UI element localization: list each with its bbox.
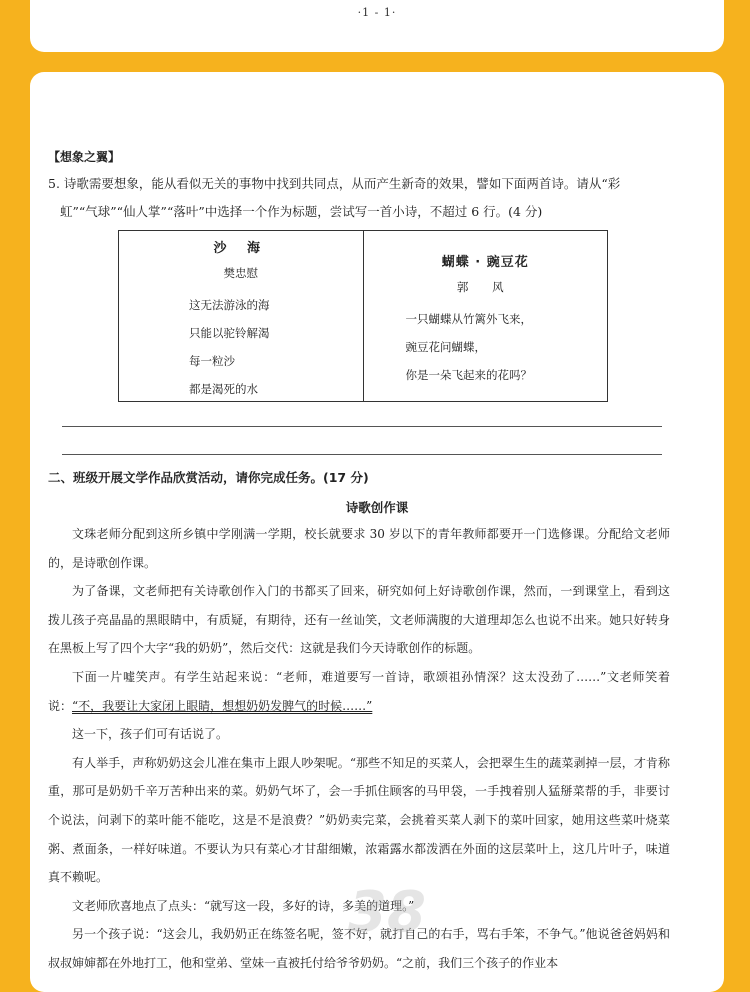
poem-right-title: 蝴蝶 · 豌豆花 <box>441 255 529 270</box>
question-5-line-1: 5. 诗歌需要想象，能从看似无关的事物中找到共同点，从而产生新奇的效果，譬如下面两首诗。请从“彩 <box>48 176 621 191</box>
answer-line[interactable] <box>62 426 662 427</box>
article-paragraph: 有人举手，声称奶奶这会儿准在集市上跟人吵架呢。“那些不知足的买菜人，会把翠生生的蔬菜剥掉一层，才肯称重，那可是奶奶千辛万苦种出来的菜。奶奶气坏了，会一手抓住顾客的马甲袋，一手拽着别人猛掰菜帮的手，非要讨个说法，问剥下的菜叶能不能吃，这是不是浪费？”奶奶卖完菜，会挑着买菜人剥下的菜叶回家，她用这些菜叶烧菜粥、煮面条，一样好味道。不要认为只有菜心才甘甜细嫩，浓霜露水都泼洒在外面的这层菜叶上，这几片叶子，味道真不赖呢。 <box>48 755 670 885</box>
answer-line[interactable] <box>62 454 662 455</box>
article-text: 下面一片嘘笑声。有学生站起来说：“老师，难道要写一首诗，歌颂祖孙情深？这太没劲了……”文老师笑着说： <box>48 669 670 713</box>
top-card <box>30 0 724 52</box>
poem-right <box>364 231 608 401</box>
poem-left-title: 沙 海 <box>213 241 269 256</box>
article-paragraph <box>48 663 670 720</box>
article-paragraph: 这一下，孩子们可有话说了。 <box>72 727 229 742</box>
underlined-quote: “不，我要让大家闭上眼睛，想想奶奶发脾气的时候……” <box>72 698 373 713</box>
poem-line: 这无法游泳的海 <box>189 298 270 312</box>
article-title: 诗歌创作课 <box>345 500 409 515</box>
poem-line: 只能以驼铃解渴 <box>189 326 270 340</box>
article-paragraph: 文老师欣喜地点了点头：“就写这一段，多好的诗，多美的道理。” <box>72 898 415 913</box>
question-5-line-2: 虹”“气球”“仙人掌”“落叶”中选择一个作为标题，尝试写一首小诗，不超过 6 行。(4 分) <box>60 204 543 219</box>
poem-line: 豌豆花问蝴蝶， <box>405 340 486 354</box>
poem-line: 一只蝴蝶从竹篱外飞来， <box>405 312 532 326</box>
poem-line: 每一粒沙 <box>189 354 235 368</box>
poem-right-author: 郭 风 <box>456 280 514 294</box>
article-paragraph: 为了备课，文老师把有关诗歌创作入门的书都买了回来，研究如何上好诗歌创作课，然而，一到课堂上，看到这拨儿孩子亮晶晶的黑眼睛中，有质疑，有期待，还有一丝讪笑，文老师满腹的大道理却怎么也说不出来。她只好转身在黑板上写了四个大字“我的奶奶”，然后交代：这就是我们今天诗歌创作的标题。 <box>48 584 670 656</box>
poem-line: 都是渴死的水 <box>189 382 258 396</box>
poem-left <box>119 231 364 401</box>
watermark: 38 <box>348 880 426 945</box>
poem-left-author: 樊忠慰 <box>223 266 258 280</box>
poem-line: 你是一朵飞起来的花吗？ <box>405 368 532 382</box>
section-heading: 【想象之翼】 <box>48 150 121 164</box>
question-5 <box>48 170 688 226</box>
section-2-heading: 二、班级开展文学作品欣赏活动，请你完成任务。(17 分) <box>48 470 369 485</box>
poem-table <box>118 230 608 402</box>
main-card <box>30 72 724 992</box>
page-number: ·1 - 1· <box>357 6 397 19</box>
article-paragraph: 文珠老师分配到这所乡镇中学刚满一学期，校长就要求 30 岁以下的青年教师都要开一门选修课。分配给文老师的，是诗歌创作课。 <box>48 527 670 570</box>
article-paragraph: 另一个孩子说：“这会儿，我奶奶正在练签名呢，签不好，就打自己的右手，骂右手笨，不争气。”他说爸爸妈妈和叔叔婶婶都在外地打工，他和堂弟、堂妹一直被托付给爷爷奶奶。“之前，我们三个孩子的作业本 <box>48 927 670 970</box>
